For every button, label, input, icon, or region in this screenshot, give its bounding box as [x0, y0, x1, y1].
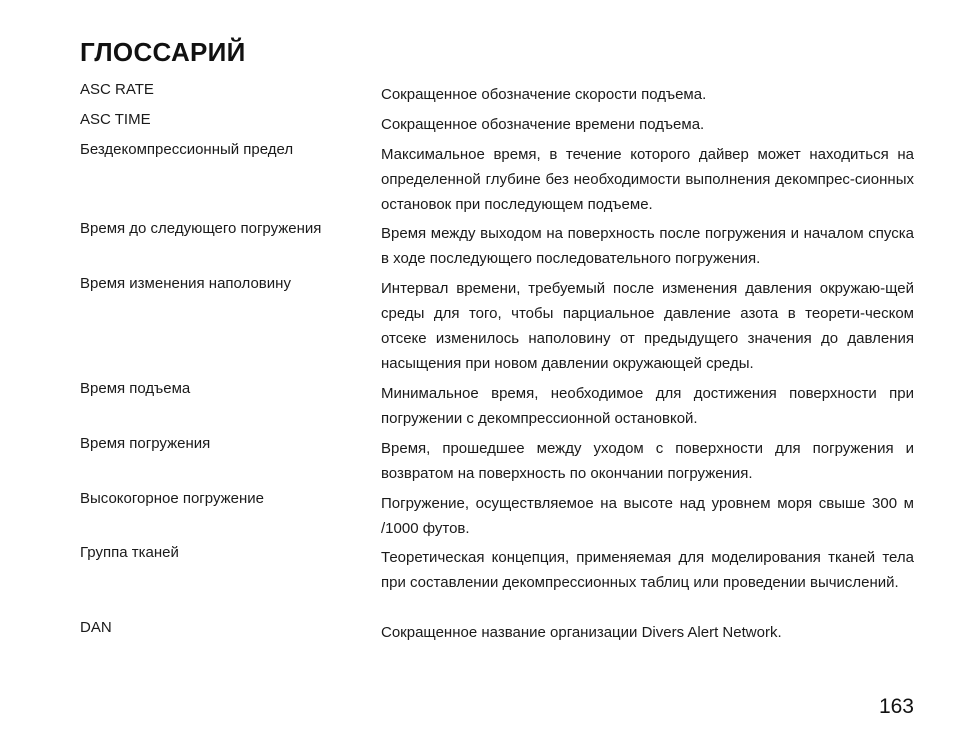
- glossary-definition: Сокращенное обозначение скорости подъема.: [381, 86, 707, 103]
- glossary-entry: [80, 379, 914, 434]
- glossary-term: Высокогорное погружение: [80, 490, 264, 507]
- page-number: 163: [878, 695, 914, 718]
- glossary-term: ASC RATE: [80, 81, 154, 98]
- glossary-entry: [80, 80, 914, 110]
- glossary-term: Группа тканей: [80, 544, 179, 561]
- glossary-entry: [80, 274, 914, 379]
- glossary-term: Время подъема: [80, 380, 191, 397]
- page-title: ГЛОССАРИЙ: [80, 37, 246, 67]
- glossary-definition: Погружение, осуществляемое на высоте над уровнем моря свыше 300 м /1000 футов.: [381, 495, 914, 537]
- glossary-definition: Минимальное время, необходимое для достижения поверхности при погружении с декомпрессионной остановкой.: [381, 385, 914, 427]
- glossary-entry: [80, 110, 914, 140]
- glossary-entry: [80, 489, 914, 543]
- glossary-term: Время погружения: [80, 435, 211, 452]
- glossary-definition: Время между выходом на поверхность после погружения и началом спуска в ходе последующего последовательного погружения.: [381, 225, 914, 267]
- glossary-entry: [80, 434, 914, 489]
- glossary-definition: Время, прошедшее между уходом с поверхности для погружения и возвратом на поверхность по окончании погружения.: [381, 440, 914, 482]
- glossary-entry: [80, 140, 914, 219]
- glossary-entry: [80, 618, 914, 648]
- glossary-entry: [80, 543, 914, 618]
- glossary-term: DAN: [80, 619, 112, 636]
- glossary-definition: Интервал времени, требуемый после изменения давления окружаю-щей среды для того, чтобы парциальное давление азота в теорети-ческом отсеке изменилось наполовину от предыдущего значения до давления насыщения при новом давлении окружающей среды.: [381, 280, 914, 372]
- glossary-list: [80, 80, 914, 648]
- glossary-definition: Сокращенное обозначение времени подъема.: [381, 116, 705, 133]
- glossary-definition: Теоретическая концепция, применяемая для моделирования тканей тела при составлении декомпрессионных таблиц или проведении вычислений.: [381, 549, 914, 591]
- glossary-entry: [80, 219, 914, 274]
- glossary-term: Бездекомпрессионный предел: [80, 141, 294, 158]
- glossary-term: Время до следующего погружения: [80, 220, 322, 237]
- glossary-term: ASC TIME: [80, 111, 151, 128]
- glossary-definition: Сокращенное название организации Divers Alert Network.: [381, 624, 782, 641]
- glossary-term: Время изменения наполовину: [80, 275, 291, 292]
- glossary-definition: Максимальное время, в течение которого дайвер может находиться на определенной глубине без необходимости выполнения декомпрес-сионных остановок при последующем подъеме.: [381, 146, 914, 213]
